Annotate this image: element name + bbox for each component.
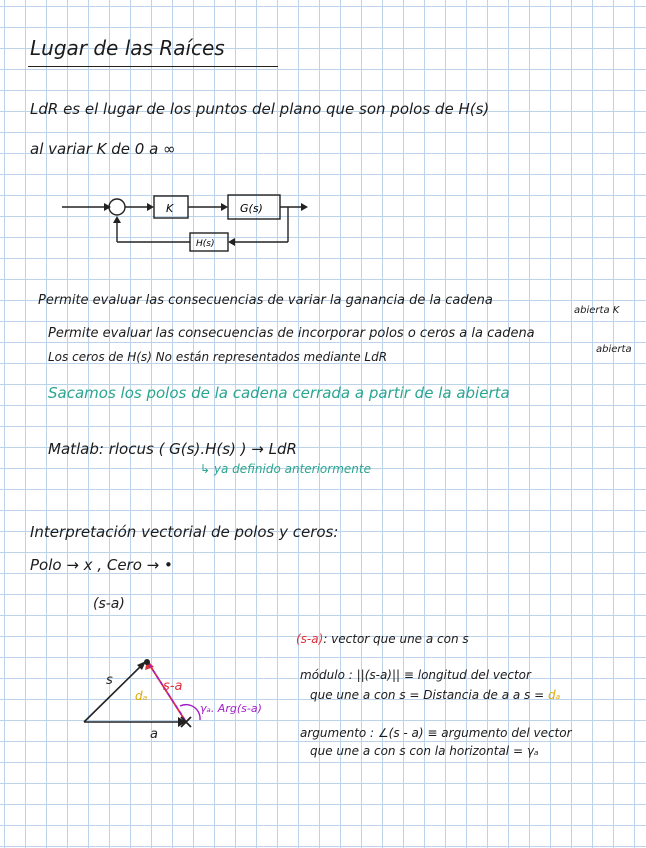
modulo-distance: dₐ bbox=[547, 688, 561, 702]
note-teal-line: Sacamos los polos de la cadena cerrada a partir de la abierta bbox=[48, 384, 510, 402]
note-line-1-suffix: abierta K bbox=[574, 305, 620, 316]
note-line-2: Permite evaluar las consecuencias de incorporar polos o ceros a la cadena bbox=[48, 326, 535, 341]
intro-line-1: LdR es el lugar de los puntos del plano que son polos de H(s) bbox=[30, 100, 490, 118]
note-line-2-suffix: abierta bbox=[596, 344, 632, 355]
vectorial-heading: Interpretación vectorial de polos y ceros: bbox=[30, 523, 339, 541]
gamma-label: γₐ. Arg(s-a) bbox=[200, 702, 262, 715]
page-title: Lugar de las Raíces bbox=[30, 36, 225, 60]
distance-label: dₐ bbox=[135, 689, 148, 703]
modulo-line-1: módulo : ||(s-a)|| ≡ longitud del vector bbox=[300, 668, 531, 682]
pole-zero-legend: Polo → x , Cero → • bbox=[30, 556, 173, 574]
vector-expression: (s-a) bbox=[93, 596, 125, 612]
matlab-command: Matlab: rlocus ( G(s).H(s) ) → LdR bbox=[48, 440, 297, 458]
definition-rest: : vector que une a con s bbox=[323, 632, 469, 646]
k-block-label: K bbox=[166, 202, 174, 215]
note-line-1: Permite evaluar las consecuencias de variar la ganancia de la cadena bbox=[38, 293, 493, 308]
definition-red: (s-a) bbox=[296, 632, 324, 646]
note-line-3: Los ceros de H(s) No están representados mediante LdR bbox=[48, 350, 388, 364]
argumento-line-1: argumento : ∠(s - a) ≡ argumento del vector bbox=[300, 726, 572, 740]
s-label: s bbox=[106, 673, 113, 688]
modulo-line-2-text: que une a con s = Distancia de a a s = bbox=[310, 688, 548, 702]
definition-line bbox=[296, 632, 469, 646]
g-block-label: G(s) bbox=[240, 202, 263, 215]
s-point bbox=[144, 659, 150, 665]
s-minus-a-label: s-a bbox=[163, 679, 183, 694]
a-label: a bbox=[150, 727, 158, 742]
intro-line-2: al variar K de 0 a ∞ bbox=[30, 140, 176, 158]
modulo-line-2 bbox=[310, 688, 560, 702]
argumento-line-2: que une a con s con la horizontal = γₐ bbox=[310, 744, 539, 758]
matlab-note: ↳ ya definido anteriormente bbox=[200, 462, 371, 476]
h-block-label: H(s) bbox=[196, 239, 215, 249]
